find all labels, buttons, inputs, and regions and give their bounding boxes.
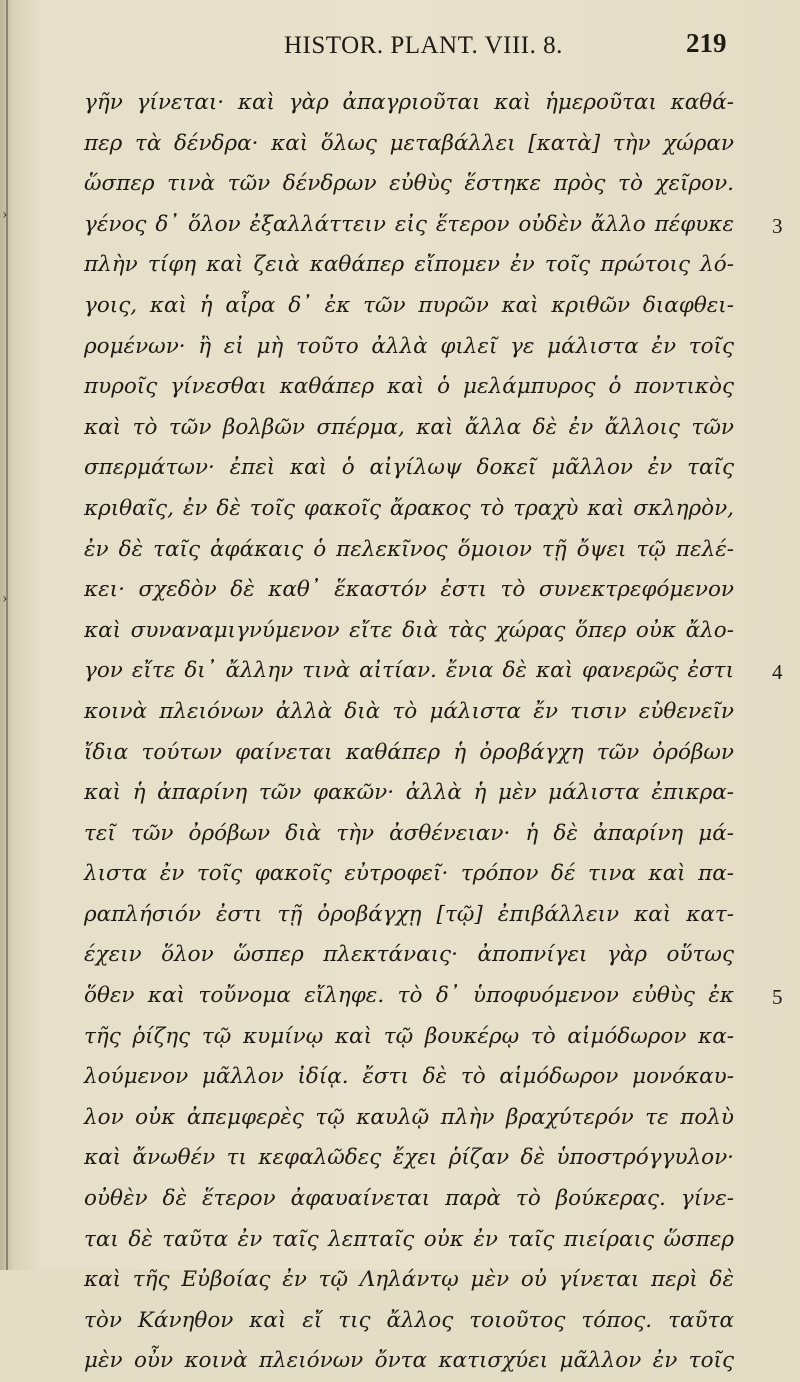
text-line: γῆν γίνεται· καὶ γὰρ ἀπαγριοῦται καὶ ἡμεροῦται καθά- (84, 90, 734, 115)
text-line: κει· σχεδὸν δὲ καθ᾿ ἕκαστόν ἐστι τὸ συνεκτρεφόμενον (84, 577, 734, 603)
text-line: μὲν οὖν κοινὰ πλειόνων ὄντα κατισχύει μᾶλλον ἐν τοῖς (84, 1348, 734, 1374)
text-line: καὶ τῆς Εὐβοίας ἐν τῷ Ληλάντῳ μὲν οὐ γίνεται περὶ δὲ (84, 1267, 734, 1293)
text-line: πυροῖς γίνεσθαι καθάπερ καὶ ὁ μελάμπυρος ὁ ποντικὸς (84, 374, 734, 400)
page-number: 219 (686, 28, 727, 58)
text-line: ὅθεν καὶ τοὔνομα εἴληφε. τὸ δ᾿ ὑποφυόμενον εὐθὺς ἐκ (84, 983, 734, 1009)
text-line: γοις, καὶ ἡ αἶρα δ᾿ ἐκ τῶν πυρῶν καὶ κριθῶν διαφθει- (84, 292, 734, 318)
text-line: σπερμάτων· ἐπεὶ καὶ ὁ αἰγίλωψ δοκεῖ μᾶλλον ἐν ταῖς (84, 455, 734, 481)
text-line: κοινὰ πλειόνων ἀλλὰ διὰ τὸ μάλιστα ἔν τισιν εὐθενεῖν (84, 698, 734, 724)
greek-text-block (84, 83, 734, 1382)
text-line: τὸν Κάνηθον καὶ εἴ τις ἄλλος τοιοῦτος τόπος. ταῦτα (84, 1307, 734, 1333)
text-line: κριθαῖς, ἐν δὲ τοῖς φακοῖς ἄρακος τὸ τραχὺ καὶ σκληρὸν, (84, 495, 734, 521)
text-line: ται δὲ ταῦτα ἐν ταῖς λεπταῖς οὐκ ἐν ταῖς πιείραις ὥσπερ (84, 1226, 734, 1252)
margin-mark: › (2, 207, 8, 223)
page-header (0, 28, 800, 68)
page-gutter-edge (6, 0, 8, 1270)
text-line: ραπλήσιόν ἐστι τῇ ὀροβάγχῃ [τῷ] ἐπιβάλλειν καὶ κατ- (84, 901, 734, 927)
text-line: ἴδια τούτων φαίνεται καθάπερ ἡ ὀροβάγχη τῶν ὀρόβων (84, 739, 734, 765)
text-line: περ τὰ δένδρα· καὶ ὅλως μεταβάλλει [κατὰ] τὴν χώραν (84, 130, 734, 156)
text-line: καὶ συναναμιγνύμενον εἴτε διὰ τὰς χώρας ὅπερ οὐκ ἄλο- (84, 617, 734, 643)
text-line: ὥσπερ τινὰ τῶν δένδρων εὐθὺς ἕστηκε πρὸς τὸ χεῖρον. (84, 171, 734, 197)
text-line: γένος δ᾿ ὅλον ἐξαλλάττειν εἰς ἕτερον οὐδὲν ἄλλο πέφυκε (84, 211, 734, 237)
section-number: 5 (772, 985, 783, 1010)
text-line: οὐθὲν δὲ ἕτερον ἀφαυαίνεται παρὰ τὸ βούκερας. γίνε- (84, 1186, 734, 1212)
text-line: καὶ τὸ τῶν βολβῶν σπέρμα, καὶ ἄλλα δὲ ἐν ἄλλοις τῶν (84, 414, 734, 440)
margin-mark: › (2, 591, 8, 607)
section-number: 4 (772, 660, 783, 685)
text-line: πλὴν τίφη καὶ ζειὰ καθάπερ εἴπομεν ἐν τοῖς πρώτοις λό- (84, 252, 734, 278)
text-line: καὶ ἄνωθέν τι κεφαλῶδες ἔχει ῥίζαν δὲ ὑποστρόγγυλον· (84, 1145, 734, 1171)
text-line: λιστα ἐν τοῖς φακοῖς εὐτροφεῖ· τρόπον δέ τινα καὶ πα- (84, 861, 734, 887)
section-number: 3 (772, 213, 783, 238)
text-line: ἐν δὲ ταῖς ἀφάκαις ὁ πελεκῖνος ὅμοιον τῇ ὄψει τῷ πελέ- (84, 536, 734, 562)
text-line: έχειν ὅλον ὥσπερ πλεκτάναις· ἀποπνίγει γὰρ οὕτως (84, 942, 734, 968)
text-line: τῆς ῥίζης τῷ κυμίνῳ καὶ τῷ βουκέρῳ τὸ αἱμόδωρον κα- (84, 1023, 734, 1049)
text-line: τεῖ τῶν ὀρόβων διὰ τὴν ἀσθένειαν· ἡ δὲ ἀπαρίνη μά- (84, 820, 734, 846)
running-head: HISTOR. PLANT. VIII. 8. (284, 32, 563, 59)
text-line: γον εἴτε δι᾿ ἄλλην τινὰ αἰτίαν. ἔνια δὲ καὶ φανερῶς ἐστι (84, 658, 734, 684)
text-line: ρομένων· ἢ εἰ μὴ τοῦτο ἀλλὰ φιλεῖ γε μάλιστα ἐν τοῖς (84, 333, 734, 359)
text-line: καὶ ἡ ἀπαρίνη τῶν φακῶν· ἀλλὰ ἡ μὲν μάλιστα ἐπικρα- (84, 780, 734, 806)
text-line: λούμενον μᾶλλον ἰδίᾳ. ἔστι δὲ τὸ αἱμόδωρον μονόκαυ- (84, 1064, 734, 1090)
text-line: λον οὐκ ἀπεμφερὲς τῷ καυλῷ πλὴν βραχύτερόν τε πολὺ (84, 1104, 734, 1130)
